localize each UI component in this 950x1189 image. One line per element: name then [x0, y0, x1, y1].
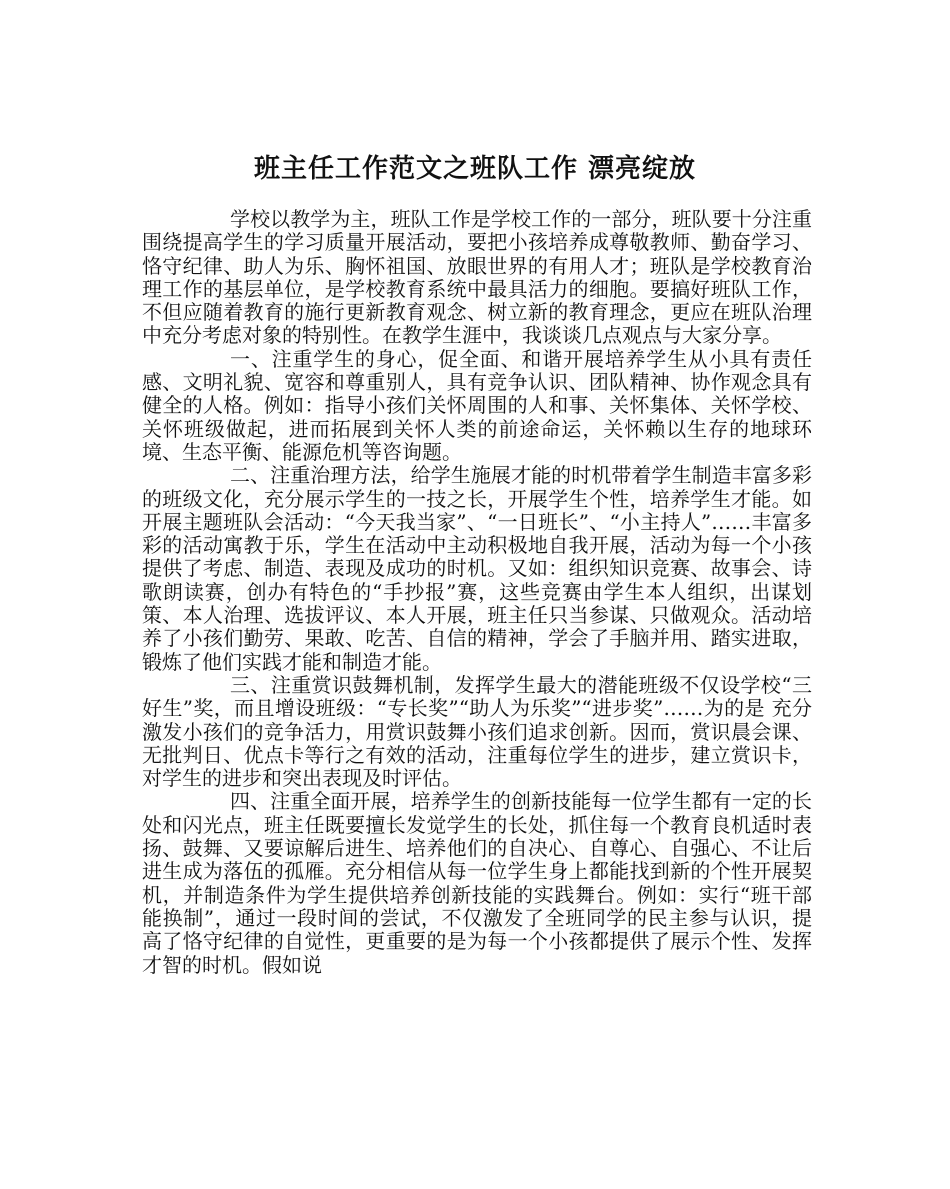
paragraph-point-2: 二、注重治理方法，给学生施展才能的时机带着学生制造丰富多彩的班级文化，充分展示学生的一技之长，开展学生个性，培养学生才能。如开展主题班队会活动：“今天我当家”、“一日班长”、“小主持人”……丰富多彩的活动寓教于乐，学生在活动中主动积极地自我开展，活动为每一个小孩提供了考虑、制造、表现及成功的时机。又如：组织知识竞赛、故事会、诗歌朗读赛，创办有特色的“手抄报”赛，这些竞赛由学生本人组织，出谋划策、本人治理、选拔评议、本人开展，班主任只当参谋、只做观众。活动培养了小孩们勤劳、果敢、吃苦、自信的精神，学会了手脑并用、踏实进取，锻炼了他们实践才能和制造才能。	[142, 463, 812, 674]
paragraph-point-4: 四、注重全面开展，培养学生的创新技能每一位学生都有一定的长处和闪光点，班主任既要擅长发觉学生的长处，抓住每一个教育良机适时表扬、鼓舞、又要谅解后进生、培养他们的自决心、自尊心、自强心、不让后进生成为落伍的孤雁。充分相信从每一位学生身上都能找到新的个性开展契机，并制造条件为学生提供培养创新技能的实践舞台。例如：实行“班干部能换制”，通过一段时间的尝试，不仅激发了全班同学的民主参与认识，提高了恪守纪律的自觉性，更重要的是为每一个小孩都提供了展示个性、发挥才智的时机。假如说	[142, 789, 812, 977]
paragraph-intro: 学校以教学为主，班队工作是学校工作的一部分，班队要十分注重围绕提高学生的学习质量开展活动，要把小孩培养成尊敬教师、勤奋学习、恪守纪律、助人为乐、胸怀祖国、放眼世界的有用人才；班队是学校教育治理工作的基层单位，是学校教育系统中最具活力的细胞。要搞好班队工作，不但应随着教育的施行更新教育观念、树立新的教育理念，更应在班队治理中充分考虑对象的特别性。在教学生涯中，我谈谈几点观点与大家分享。	[142, 207, 812, 348]
paragraph-point-3: 三、注重赏识鼓舞机制，发挥学生最大的潜能班级不仅设学校“三好生”奖，而且增设班级：“专长奖”“助人为乐奖”“进步奖”……为的是 充分激发小孩们的竞争活力，用赏识鼓舞小孩们追求创新。因而，赏识晨会课、无批判日、优点卡等行之有效的活动，注重每位学生的进步，建立赏识卡，对学生的进步和突出表现及时评估。	[142, 672, 812, 791]
document-body	[142, 208, 812, 977]
paragraph-point-1: 一、注重学生的身心，促全面、和谐开展培养学生从小具有责任感、文明礼貌、宽容和尊重别人，具有竞争认识、团队精神、协作观念具有健全的人格。例如：指导小孩们关怀周围的人和事、关怀集体、关怀学校、关怀班级做起，进而拓展到关怀人类的前途命运，关怀赖以生存的地球环境、生态平衡、能源危机等咨询题。	[142, 346, 812, 464]
document-title: 班主任工作范文之班队工作 漂亮绽放	[253, 154, 697, 185]
